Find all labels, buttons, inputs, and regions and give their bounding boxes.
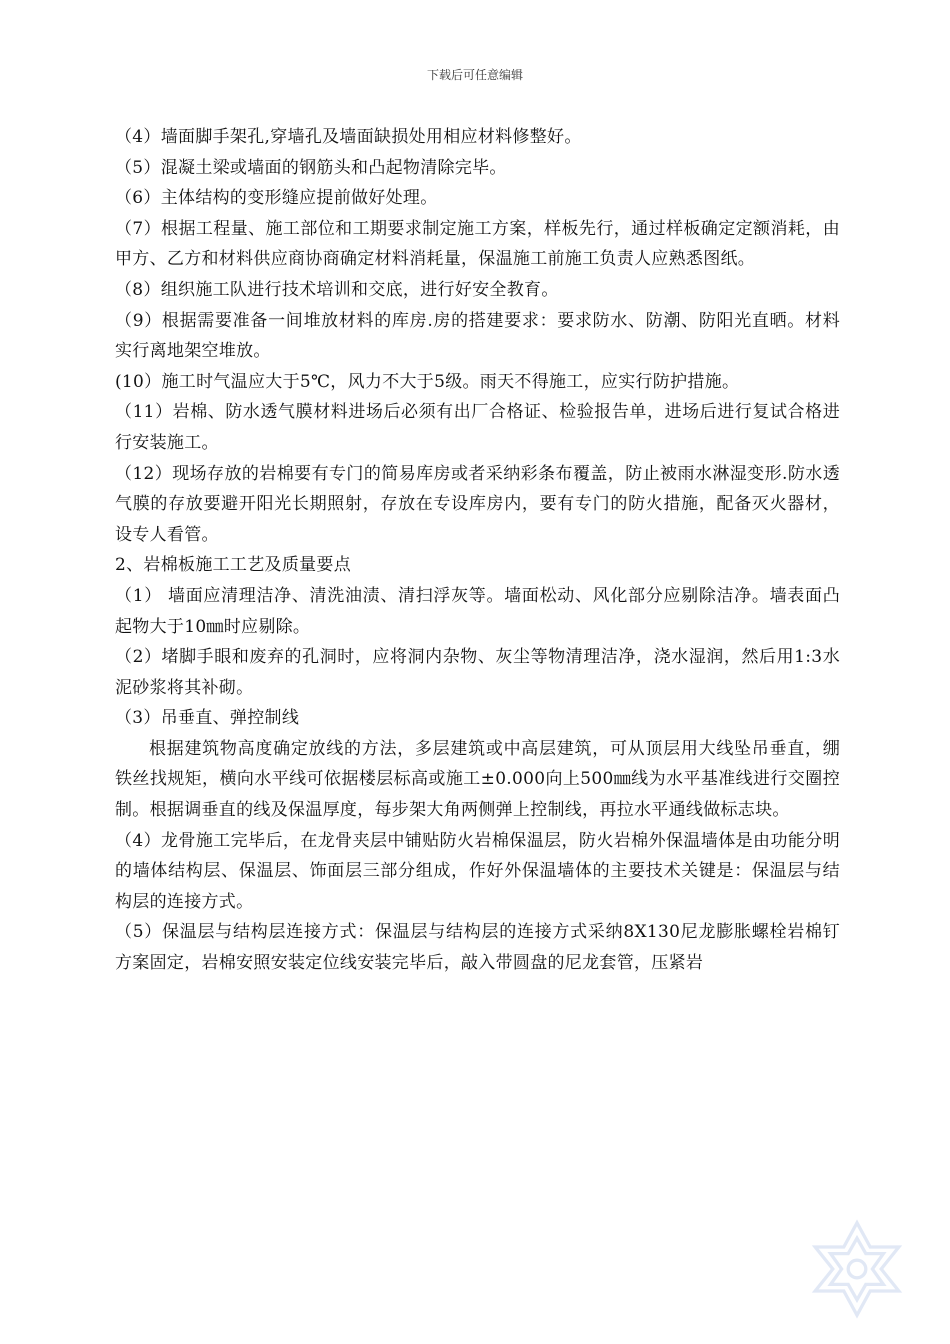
step-4-paragraph: （4）龙骨施工完毕后，在龙骨夹层中铺贴防火岩棉保温层，防火岩棉外保温墙体是由功能分明的墙体结构层、保温层、饰面层三部分组成，作好外保温墙体的主要技术关键是：保温层与结构层的连接方式。 (115, 830, 840, 912)
paragraph-item-11: （11）岩棉、防水透气膜材料进场后必须有出厂合格证、检验报告单，进场后进行复试合格进行安装施工。 (115, 402, 840, 453)
step-2-paragraph: （2）堵脚手眼和废弃的孔洞时，应将洞内杂物、灰尘等物清理洁净，浇水湿润，然后用1:3水泥砂浆将其补砌。 (115, 647, 840, 698)
page-header: 下载后可任意编辑 (426, 68, 523, 82)
paragraph-item-10: (10）施工时气温应大于5℃，风力不大于5级。雨天不得施工，应实行防护措施。 (115, 371, 740, 392)
paragraph-item-5: （5）混凝土梁或墙面的钢筋头和凸起物清除完毕。 (115, 157, 507, 178)
step-1-paragraph: （1） 墙面应清理洁净、清洗油渍、清扫浮灰等。墙面松动、风化部分应剔除洁净。墙表面凸起物大于10㎜时应剔除。 (115, 585, 840, 637)
paragraph-item-12: （12）现场存放的岩棉要有专门的简易库房或者采纳彩条布覆盖，防止被雨水淋湿变形.防水透气膜的存放要避开阳光长期照射，存放在专设库房内，要有专门的防火措施，配备灭火器材，设专人看管。 (115, 463, 840, 545)
step-3-body: 根据建筑物高度确定放线的方法，多层建筑或中高层建筑，可从顶层用大线坠吊垂直，绷铁丝找规矩，横向水平线可依据楼层标高或施工±0.000向上500㎜线为水平基准线进行交圈控制。根据调垂直的线及保温厚度，每步架大角两侧弹上控制线，再拉水平通线做标志块。 (115, 738, 840, 821)
paragraph-item-4: （4）墙面脚手架孔,穿墙孔及墙面缺损处用相应材料修整好。 (115, 127, 582, 147)
paragraph-item-9: （9）根据需要准备一间堆放材料的库房.房的搭建要求：要求防水、防潮、防阳光直晒。材料实行离地架空堆放。 (115, 310, 840, 362)
section-heading: 2、岩棉板施工工艺及质量要点 (115, 555, 352, 576)
paragraph-item-6: （6）主体结构的变形缝应提前做好处理。 (115, 188, 438, 209)
step-3-heading: （3）吊垂直、弹控制线 (115, 708, 300, 729)
snowflake-watermark-icon (802, 1214, 912, 1324)
document-body (115, 122, 840, 979)
step-5-paragraph: （5）保温层与结构层连接方式：保温层与结构层的连接方式采纳8X130尼龙膨胀螺栓岩棉钉方案固定，岩棉安照安装定位线安装完毕后，敲入带圆盘的尼龙套管，压紧岩 (115, 922, 840, 974)
paragraph-item-8: （8）组织施工队进行技术培训和交底，进行好安全教育。 (115, 279, 559, 300)
paragraph-item-7: （7）根据工程量、施工部位和工期要求制定施工方案，样板先行，通过样板确定定额消耗，由甲方、乙方和材料供应商协商确定材料消耗量，保温施工前施工负责人应熟悉图纸。 (115, 218, 840, 270)
